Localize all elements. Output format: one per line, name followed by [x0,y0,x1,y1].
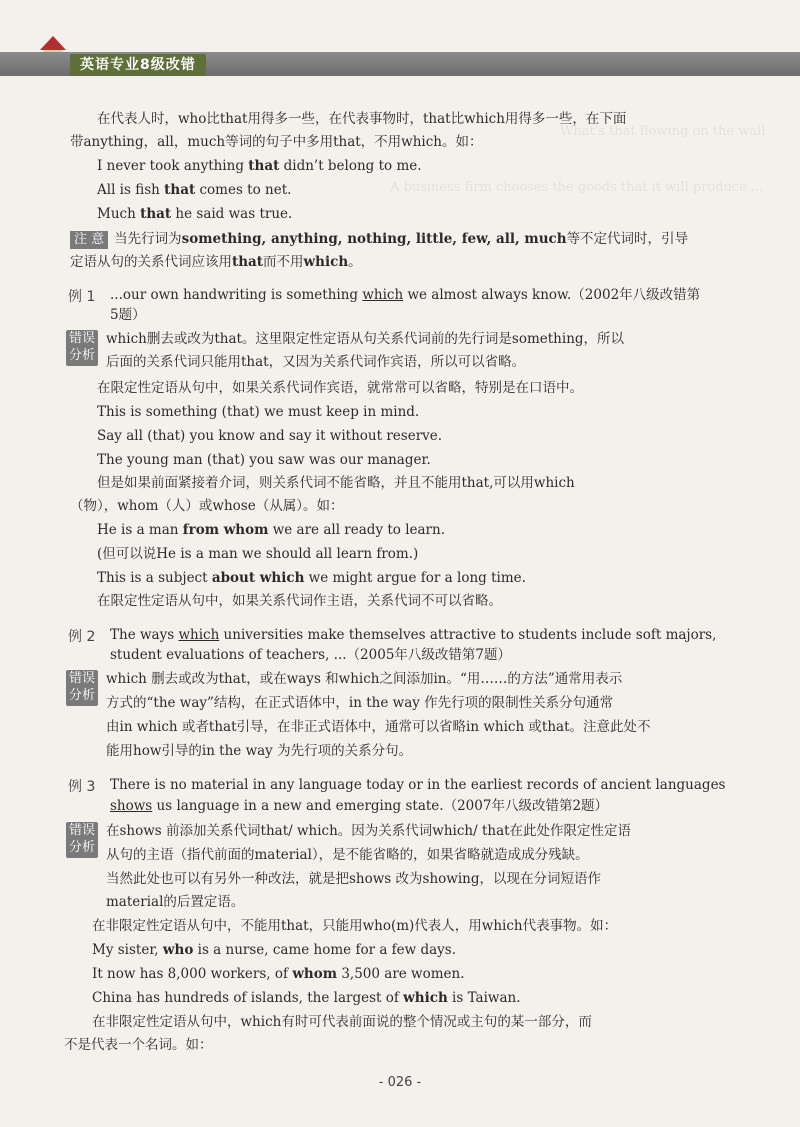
example-sentence: (但可以说He is a man we should all learn from.) [97,546,419,562]
analysis-text: material的后置定语。 [106,894,245,910]
paragraph-text: 不是代表一个名词。如： [64,1037,213,1053]
paragraph-text: 在非限定性定语从句中，which有时可代表前面说的整个情况或主句的某一部分，而 [92,1014,592,1030]
question-text: shows us language in a new and emerging state.（2007年八级改错第2题） [110,798,609,814]
example-label: 例 3 [68,779,96,795]
example-sentence: Much that he said was true. [97,206,293,222]
analysis-text: which删去或改为that。这里限定性定语从句关系代词前的先行词是something，所以 [106,331,625,347]
example-sentence: All is fish that comes to net. [97,182,292,198]
example-sentence: China has hundreds of islands, the largest of which is Taiwan. [92,990,521,1006]
bleed-through: What's that flowing on the wall [560,124,766,139]
analysis-text: 后面的关系代词只能用that，又因为关系代词作宾语，所以可以省略。 [106,354,526,370]
note-line: 注 意 当先行词为something, anything, nothing, little, few, all, much等不定代词时，引导 [70,230,688,249]
error-analysis-tag: 错误 分析 [66,330,98,366]
note-line: 定语从句的关系代词应该用that而不用which。 [70,254,362,270]
example-sentence: It now has 8,000 workers, of whom 3,500 are women. [92,966,465,982]
example-sentence: My sister, who is a nurse, came home for a few days. [92,942,457,958]
analysis-text: 能用how引导的in the way 为先行项的关系分句。 [106,743,413,759]
example-label: 例 1 [68,289,96,305]
paragraph-text: 在限定性定语从句中，如果关系代词作主语，关系代词不可以省略。 [97,593,502,609]
question-text: student evaluations of teachers, ...（2005年八级改错第7题） [110,647,512,663]
question-text: The ways which universities make themselves attractive to students include soft majors, [110,627,717,643]
analysis-text: 从句的主语（指代前面的material），是不能省略的，如果省略就造成成分残缺。 [106,847,589,863]
question-text: 5题） [110,307,146,323]
paragraph-text: 在非限定性定语从句中，不能用that，只能用who(m)代表人，用which代表事物。如： [92,918,618,934]
page-number: - 026 - [378,1075,422,1090]
note-tag: 注 意 [70,231,108,249]
example-sentence: I never took anything that didn’t belong to me. [97,158,422,174]
paragraph-text: 带anything，all，much等词的句子中多用that，不用which。如： [70,134,483,150]
error-analysis-tag: 错误 分析 [66,670,98,706]
paragraph-text: 在代表人时，who比that用得多一些，在代表事物时，that比which用得多一些，在下面 [97,111,627,127]
header-title: 英语专业8级改错 [70,54,206,76]
analysis-text: which 删去或改为that，或在ways 和which之间添加in。“用……的方法”通常用表示 [106,671,623,687]
analysis-text: 在shows 前添加关系代词that/ which。因为关系代词which/ that在此处作限定性定语 [106,823,632,839]
example-sentence: This is something (that) we must keep in mind. [97,404,420,420]
example-sentence: This is a subject about which we might argue for a long time. [97,570,526,586]
analysis-text: 当然此处也可以有另外一种改法，就是把shows 改为showing，以现在分词短语作 [106,871,601,887]
bleed-through: A business firm chooses the goods that it will produce ... [390,180,764,195]
error-analysis-tag: 错误 分析 [66,822,98,858]
example-sentence: The young man (that) you saw was our manager. [97,452,431,468]
paragraph-text: 但是如果前面紧接着介词，则关系代词不能省略，并且不能用that,可以用which [97,475,575,491]
example-label: 例 2 [68,629,96,645]
example-sentence: Say all (that) you know and say it without reserve. [97,428,443,444]
question-text: There is no material in any language today or in the earliest records of ancient languages [110,777,726,793]
analysis-text: 由in which 或者that引导，在非正式语体中，通常可以省略in which 或that。注意此处不 [106,719,651,735]
example-sentence: He is a man from whom we are all ready to learn. [97,522,445,538]
paragraph-text: 在限定性定语从句中，如果关系代词作宾语，就常常可以省略，特别是在口语中。 [97,380,583,396]
paragraph-text: （物），whom（人）或whose（从属）。如： [70,498,344,514]
question-text: ...our own handwriting is something which we almost always know.（2002年八级改错第 [110,287,701,303]
analysis-text: 方式的“the way”结构，在正式语体中，in the way 作先行项的限制性关系分句通常 [106,695,614,711]
